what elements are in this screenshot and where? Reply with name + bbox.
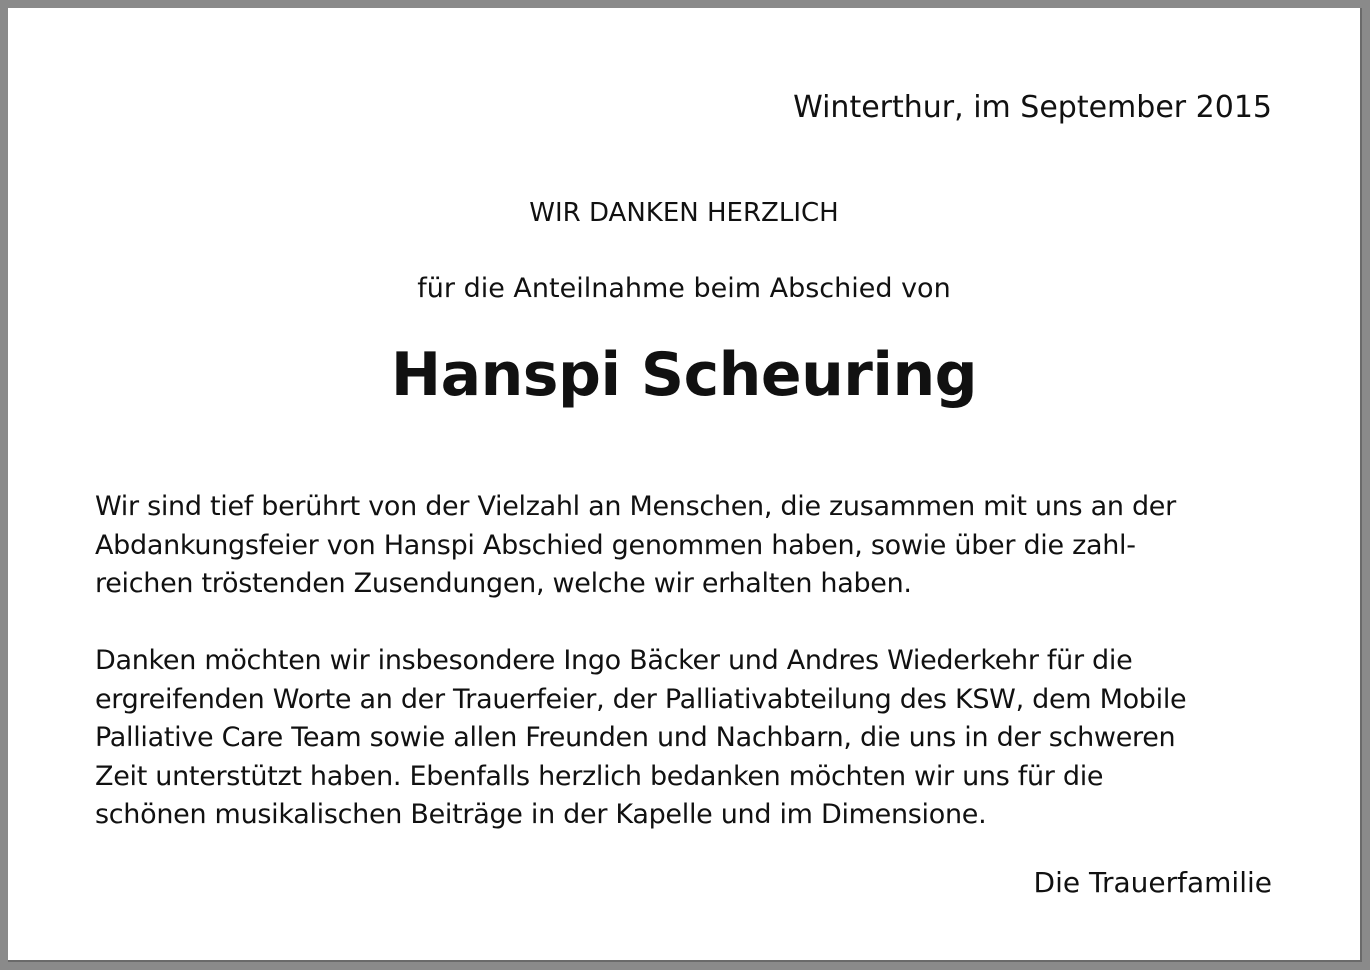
place-date: Winterthur, im September 2015 [793, 90, 1272, 125]
paragraph-line: schönen musikalischen Beiträge in der Kapelle und im Dimensione. [95, 799, 987, 830]
paragraph-line: Palliative Care Team sowie allen Freunden und Nachbarn, die uns in der schweren [95, 722, 1176, 753]
paragraph-line: ergreifenden Worte an der Trauerfeier, der Palliativabteilung des KSW, dem Mobile [95, 683, 1187, 715]
obituary-thank-you-card [8, 8, 1362, 962]
paragraph-line: Abdankungsfeier von Hanspi Abschied genommen haben, sowie über die zahl- [95, 529, 1136, 561]
signature: Die Trauerfamilie [1033, 866, 1272, 899]
paragraph-gratitude [95, 488, 1285, 604]
paragraph-line: Wir sind tief berührt von der Vielzahl an Menschen, die zusammen mit uns an der [95, 491, 1176, 522]
intro-line: für die Anteilnahme beim Abschied von [417, 273, 951, 304]
paragraph-line: Danken möchten wir insbesondere Ingo Bäcker und Andres Wiederkehr für die [95, 645, 1133, 676]
deceased-name: Hanspi Scheuring [390, 340, 978, 410]
paragraph-line: reichen tröstenden Zusendungen, welche wir erhalten haben. [95, 568, 912, 599]
thanks-heading: WIR DANKEN HERZLICH [529, 198, 839, 228]
paragraph-line: Zeit unterstützt haben. Ebenfalls herzlich bedanken möchten wir uns für die [95, 760, 1104, 792]
paragraph-acknowledgements [95, 642, 1285, 835]
